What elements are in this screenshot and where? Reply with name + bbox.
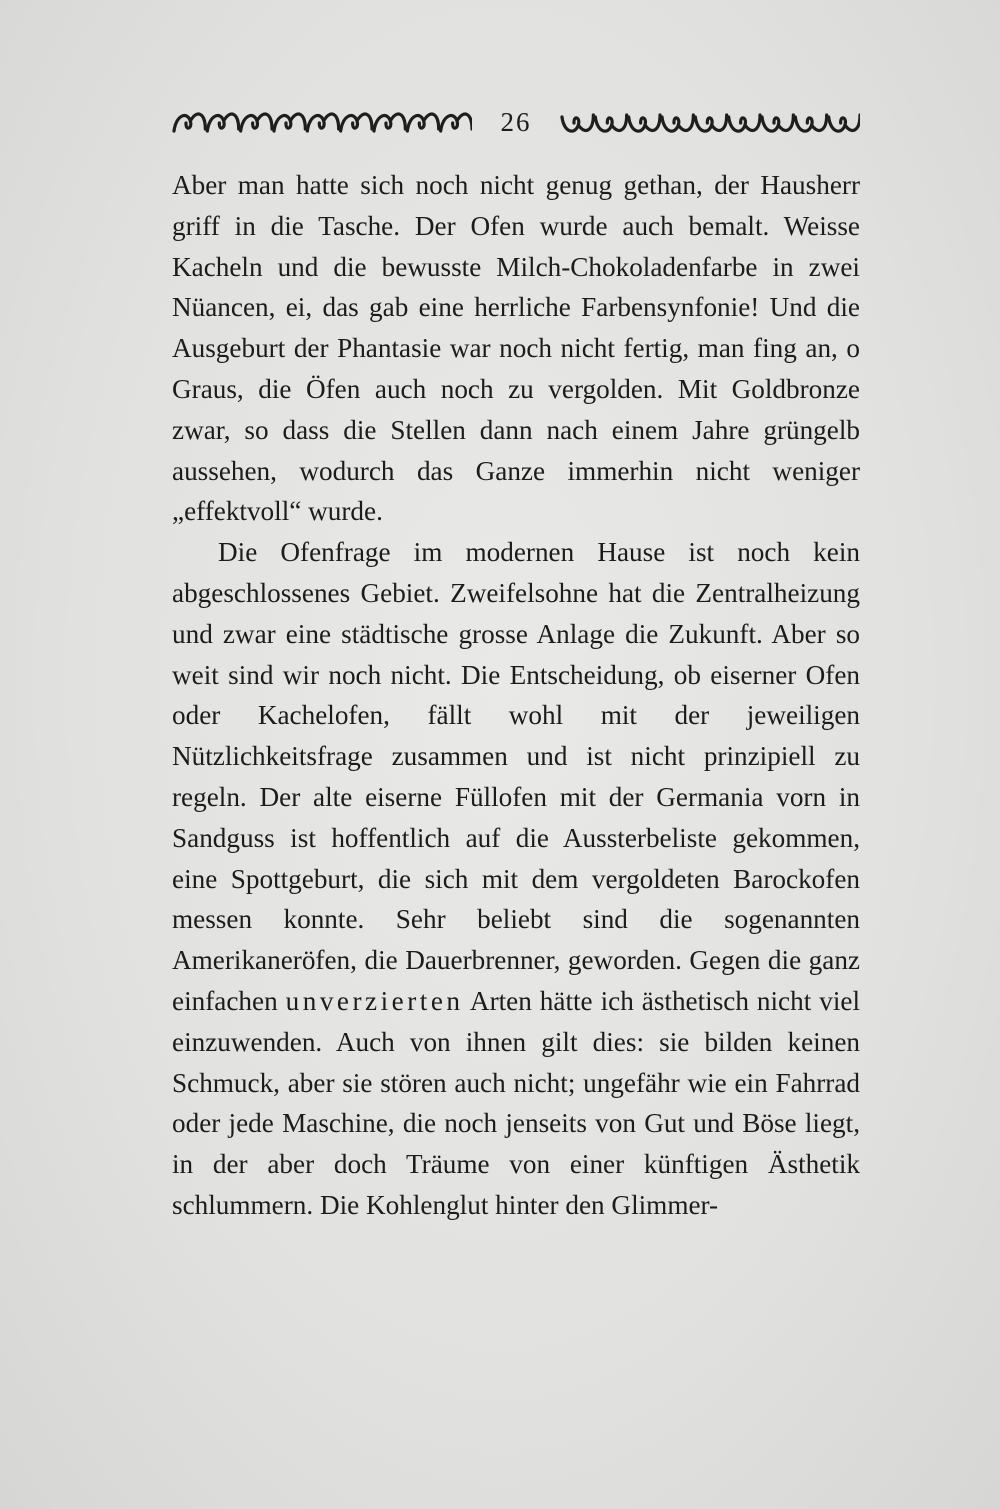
paragraph-2-after: Arten hätte ich ästhetisch nicht viel einzuwenden. Auch von ihnen gilt dies: sie bilden keinen Schmuck, aber sie stören auch nicht; ungefähr wie ein Fahrrad oder jede Maschine, die noch jenseits von Gut und Böse liegt, in der aber doch Träume von einer künftigen Ästhetik schlummern. Die Kohlenglut hinter den Glimmer- <box>172 985 860 1220</box>
page-header <box>172 100 860 144</box>
wave-ornament-right-icon <box>560 105 860 139</box>
paragraph-2-before: Die Ofenfrage im modernen Hause ist noch kein abgeschlossenes Gebiet. Zweifelsohne hat die Zentralheizung und zwar eine städtische grosse Anlage die Zukunft. Aber so weit sind wir noch nicht. Die Entscheidung, ob eiserner Ofen oder Kachelofen, fällt wohl mit der jeweiligen Nützlichkeitsfrage zusammen und ist nicht prinzipiell zu regeln. Der alte eiserne Füllofen mit der Germania vorn in Sandguss ist hoffentlich auf die Aussterbeliste gekommen, eine Spottgeburt, die sich mit dem vergoldeten Barockofen messen konnte. Sehr beliebt sind die sogenannten Amerikaneröfen, die Dauerbrenner, geworden. Gegen die ganz einfachen <box>172 537 860 1016</box>
emphasized-word: unverzierten <box>285 985 464 1016</box>
body-text <box>172 165 860 1226</box>
paragraph-1: Aber man hatte sich noch nicht genug gethan, der Hausherr griff in die Tasche. Der Ofen wurde auch bemalt. Weisse Kacheln und die bewusste Milch-Chokoladenfarbe in zwei Nüancen, ei, das gab eine herrliche Farbensynfonie! Und die Ausgeburt der Phantasie war noch nicht fertig, man fing an, o Graus, die Öfen auch noch zu vergolden. Mit Goldbronze zwar, so dass die Stellen dann nach einem Jahre grüngelb aussehen, wodurch das Ganze immerhin nicht weniger „effektvoll“ wurde. <box>172 170 860 527</box>
wave-ornament-left-icon <box>172 105 472 139</box>
page-number: 26 <box>500 106 532 137</box>
paragraph-2 <box>172 532 860 1226</box>
